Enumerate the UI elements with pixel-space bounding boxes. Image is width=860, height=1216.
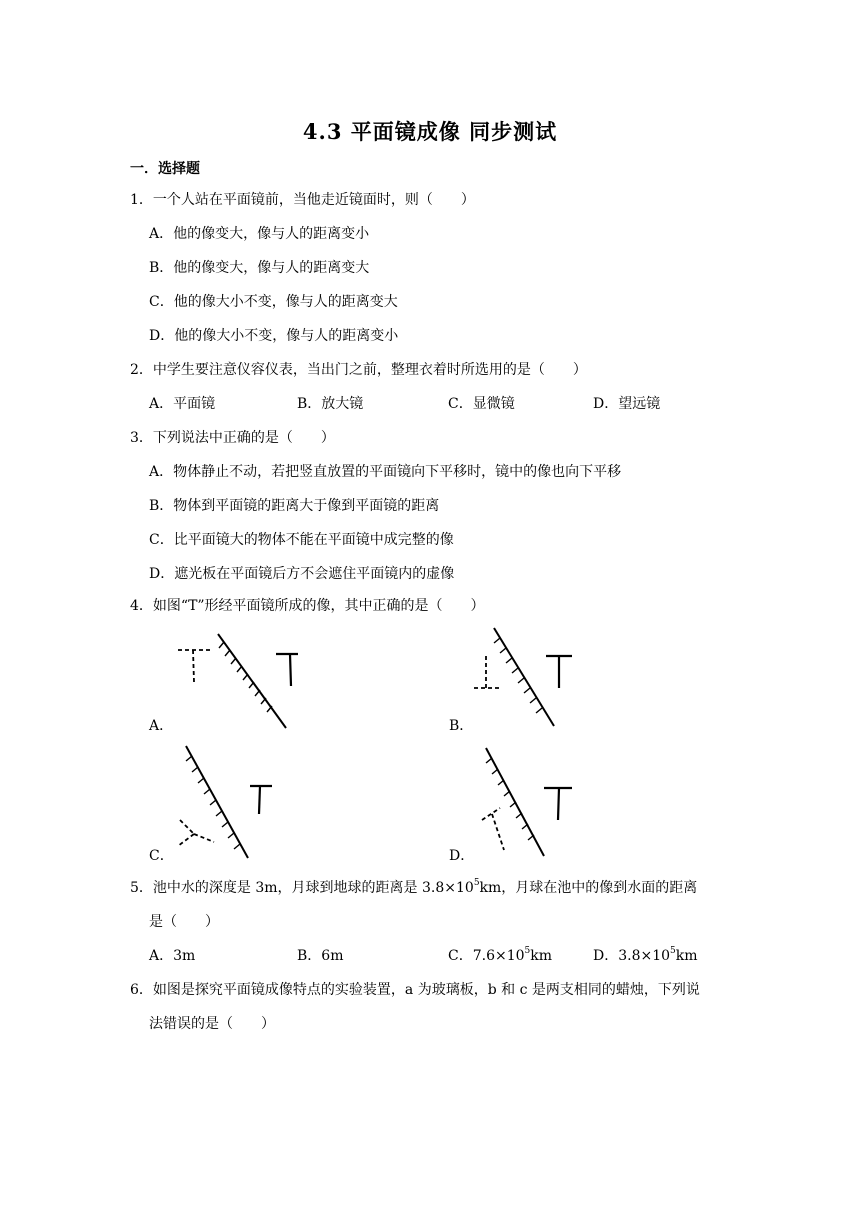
question-5-option-d-exponent: 5 bbox=[670, 946, 676, 957]
figure-c-diagram bbox=[172, 742, 282, 860]
question-6-stem-line2: 法错误的是（ ） bbox=[149, 1016, 275, 1032]
question-5-option-b: B．6m bbox=[297, 948, 344, 964]
question-5-stem bbox=[130, 879, 697, 897]
question-3-option-a: A．物体静止不动，若把竖直放置的平面镜向下平移时，镜中的像也向下平移 bbox=[149, 464, 622, 480]
question-3-option-d: D．遮光板在平面镜后方不会遮住平面镜内的虚像 bbox=[149, 566, 455, 582]
question-5-stem-text: 5．池中水的深度是 3m，月球到地球的距离是 3.8×10 bbox=[130, 880, 474, 896]
question-5-option-c-base: C．7.6×10 bbox=[448, 948, 525, 964]
question-6-stem: 6．如图是探究平面镜成像特点的实验装置，a 为玻璃板，b 和 c 是两支相同的蜡烛，下列说 bbox=[130, 982, 700, 998]
question-5-stem-line2: 是（ ） bbox=[149, 914, 219, 930]
question-2-option-d: D．望远镜 bbox=[593, 396, 661, 412]
figure-a-diagram bbox=[172, 628, 302, 732]
question-5-option-c-unit: km bbox=[530, 948, 553, 964]
question-1-stem: 1．一个人站在平面镜前，当他走近镜面时，则（ ） bbox=[130, 192, 475, 208]
question-5-option-a: A．3m bbox=[149, 948, 196, 964]
figure-a-label: A． bbox=[149, 718, 174, 734]
question-1-option-a: A．他的像变大，像与人的距离变小 bbox=[149, 226, 370, 242]
question-5-option-c-exponent: 5 bbox=[524, 946, 531, 957]
question-5-option-c bbox=[448, 947, 552, 965]
question-2-stem: 2．中学生要注意仪容仪表，当出门之前，整理衣着时所选用的是（ ） bbox=[130, 362, 587, 378]
question-1-option-d: D．他的像大小不变，像与人的距离变小 bbox=[149, 328, 399, 344]
question-5-option-d bbox=[593, 947, 698, 965]
question-5-option-d-unit: km bbox=[675, 948, 698, 964]
question-3-option-b: B．物体到平面镜的距离大于像到平面镜的距离 bbox=[149, 498, 440, 514]
question-3-stem: 3．下列说法中正确的是（ ） bbox=[130, 430, 335, 446]
figure-d-label: D． bbox=[449, 848, 475, 864]
figure-c-label: C． bbox=[149, 848, 174, 864]
question-1-option-b: B．他的像变大，像与人的距离变大 bbox=[149, 260, 370, 276]
question-2-option-a: A．平面镜 bbox=[149, 396, 216, 412]
question-4-stem: 4．如图“T”形经平面镜所成的像，其中正确的是（ ） bbox=[130, 598, 485, 614]
figure-d-diagram bbox=[470, 744, 580, 860]
question-5-stem-exponent: 5 bbox=[473, 878, 480, 889]
question-3-option-c: C．比平面镜大的物体不能在平面镜中成完整的像 bbox=[149, 532, 454, 548]
figure-b-label: B． bbox=[449, 718, 474, 734]
page-title: 4.3 平面镜成像 同步测试 bbox=[302, 119, 558, 144]
figure-b-diagram bbox=[470, 624, 580, 730]
question-2-option-c: C．显微镜 bbox=[448, 396, 515, 412]
question-1-option-c: C．他的像大小不变，像与人的距离变大 bbox=[149, 294, 398, 310]
question-2-option-b: B．放大镜 bbox=[297, 396, 364, 412]
section-heading: 一．选择题 bbox=[130, 161, 200, 177]
question-5-stem-text-end: km，月球在池中的像到水面的距离 bbox=[479, 880, 698, 896]
question-5-option-d-base: D．3.8×10 bbox=[593, 948, 671, 964]
